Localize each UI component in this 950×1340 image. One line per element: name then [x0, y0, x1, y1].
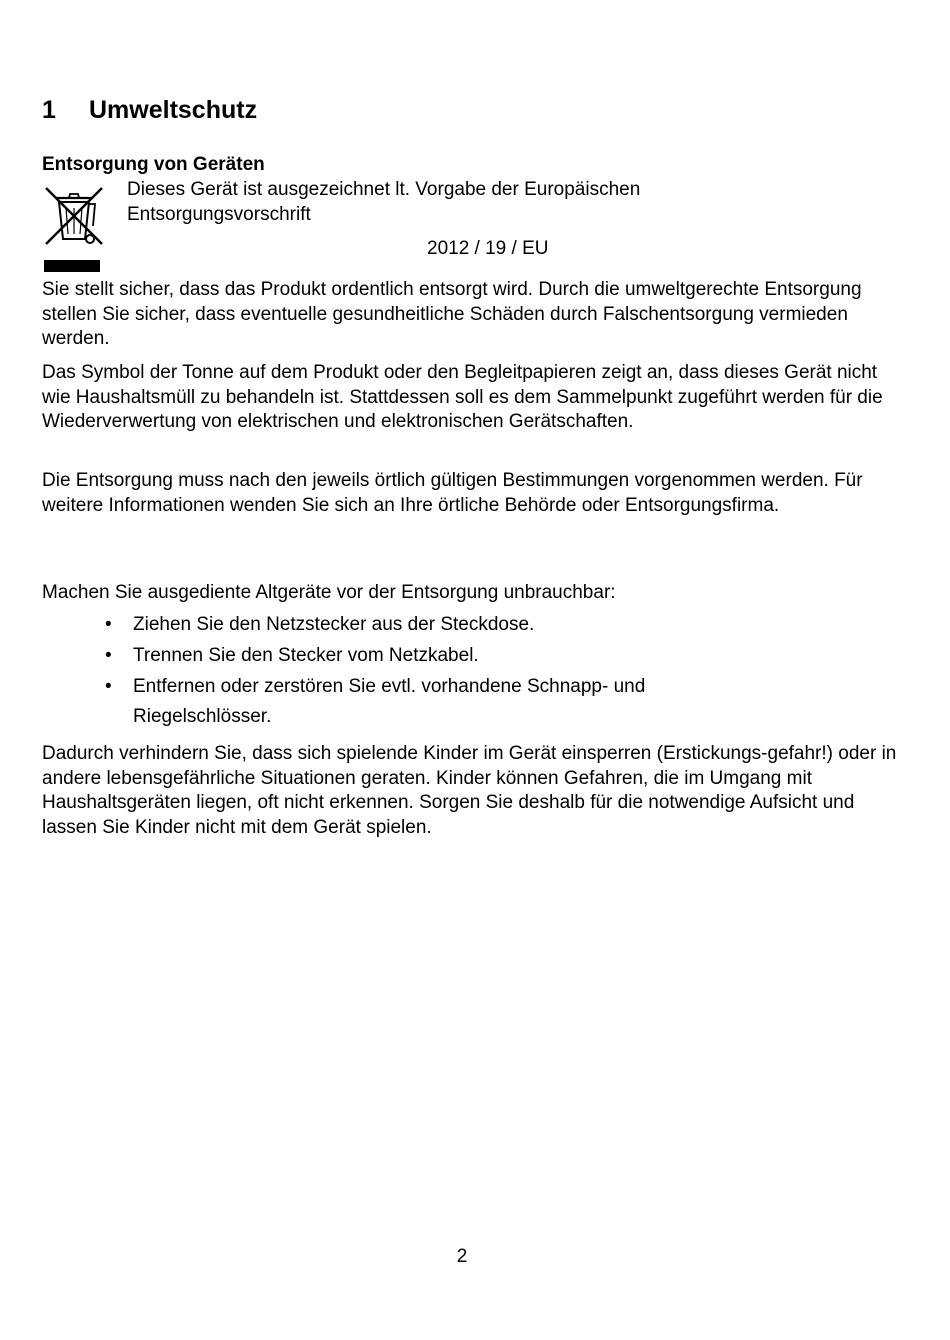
disposal-steps-list: [42, 610, 902, 733]
bullet-icon: •: [105, 676, 112, 697]
directive-intro: Dieses Gerät ist ausgezeichnet lt. Vorgabe der Europäischen Entsorgungsvorschrift: [127, 179, 641, 225]
list-item: [42, 610, 902, 640]
disposal-paragraph-3: Die Entsorgung muss nach den jeweils örtlich gültigen Bestimmungen vorgenommen werden. Für weitere Informationen wenden Sie sich an Ihre örtliche Behörde oder Entsorgungsfirma.: [42, 470, 863, 516]
list-item: [42, 641, 902, 671]
step-text: Trennen Sie den Stecker vom Netzkabel.: [133, 645, 479, 666]
section-number: 1: [42, 96, 56, 124]
list-item: [42, 672, 902, 731]
disposal-subheading: Entsorgung von Geräten: [42, 154, 265, 175]
step-text: Entfernen oder zerstören Sie evtl. vorhandene Schnapp- und Riegelschlösser.: [133, 676, 646, 727]
bullet-icon: •: [105, 614, 112, 635]
bullet-icon: •: [105, 645, 112, 666]
section-title: Umweltschutz: [89, 96, 258, 124]
disposal-paragraph-2: Das Symbol der Tonne auf dem Produkt oder den Begleitpapieren zeigt an, dass dieses Gerät nicht wie Haushaltsmüll zu behandeln ist. Stattdessen soll es dem Sammelpunkt zugeführt werden für die Wiederverwertung von elektrischen und elektronischen Gerätschaften.: [42, 362, 883, 432]
directive-number: 2012 / 19 / EU: [427, 238, 549, 259]
page-number: 2: [456, 1246, 468, 1267]
disposal-paragraph-1: Sie stellt sicher, dass das Produkt ordentlich entsorgt wird. Durch die umweltgerechte Entsorgung stellen Sie sicher, dass eventuelle gesundheitliche Schäden durch Falschentsorgung vermieden werden.: [42, 279, 862, 349]
section-heading: [42, 96, 257, 125]
crossed-out-wheelie-bin-icon: [42, 184, 106, 274]
step-text: Ziehen Sie den Netzstecker aus der Steckdose.: [133, 614, 535, 635]
old-devices-intro: Machen Sie ausgediente Altgeräte vor der Entsorgung unbrauchbar:: [42, 582, 616, 603]
child-safety-warning: Dadurch verhindern Sie, dass sich spielende Kinder im Gerät einsperren (Erstickungs-gefahr!) oder in andere lebensgefährliche Situationen geraten. Kinder können Gefahren, die im Umgang mit Haushaltsgeräten liegen, oft nicht erkennen. Sorgen Sie deshalb für die notwendige Aufsicht und lassen Sie Kinder nicht mit dem Gerät spielen.: [42, 743, 897, 838]
